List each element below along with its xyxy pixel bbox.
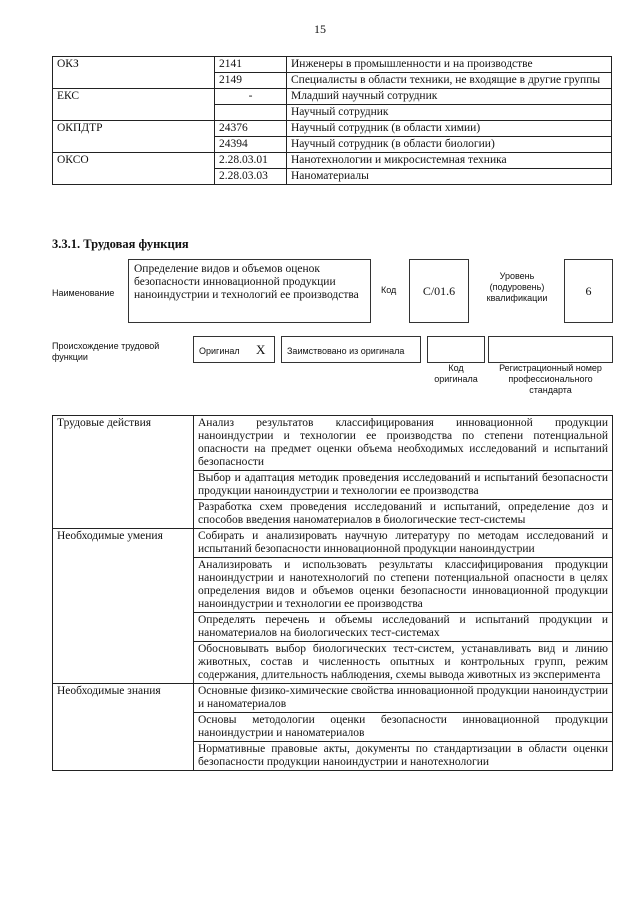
occupation-name: Наноматериалы (287, 169, 612, 185)
occupation-name: Научный сотрудник (в области биологии) (287, 137, 612, 153)
required-skills-label: Необходимые умения (53, 529, 194, 684)
required-skills-item: Анализировать и использовать результаты классифицирования продукции наноиндустрии и нанотехнологий по степени потенциальной опасности в целях определения видов и объемов оценки безопасности инновационной продукции наноиндустрии и технологии ее производства (194, 558, 613, 613)
labor-actions-item: Анализ результатов классифицирования инновационной продукции наноиндустрии и технологии ее производства по степени потенциальной опасности на предмет оценки объема необходимых исследований и испытаний безопасности (194, 416, 613, 471)
function-details-table (52, 415, 613, 771)
classifier-code: 24376 (215, 121, 287, 137)
classifier-name: ОКПДТР (53, 121, 215, 153)
labor-actions-label: Трудовые действия (53, 416, 194, 529)
required-skills-row (53, 529, 613, 558)
classifier-code: 2.28.03.03 (215, 169, 287, 185)
level-value-box: 6 (564, 259, 613, 323)
classifier-name: ЕКС (53, 89, 215, 121)
classifier-code: 2.28.03.01 (215, 153, 287, 169)
reg-number-label: Регистрационный номер профессионального стандарта (499, 363, 602, 395)
code-original-label: Код оригинала (434, 363, 478, 384)
classifier-name: ОКЗ (53, 57, 215, 89)
occupation-name: Инженеры в промышленности и на производстве (287, 57, 612, 73)
page-number: 15 (314, 22, 326, 36)
origin-label: Происхождение трудовой функции (52, 341, 160, 362)
occupation-name: Младший научный сотрудник (287, 89, 612, 105)
required-knowledge-row (53, 684, 613, 713)
name-label: Наименование (52, 288, 115, 298)
classifier-table (52, 56, 612, 185)
code-label: Код (381, 285, 397, 295)
classifier-name: ОКСО (53, 153, 215, 185)
function-name-box: Определение видов и объемов оценок безопасности инновационной продукции наноиндустрии и технологий ее производства (128, 259, 371, 323)
labor-actions-item: Выбор и адаптация методик проведения исследований и испытаний безопасности продукции наноиндустрии и технологии ее производства (194, 471, 613, 500)
classifier-code: 2141 (215, 57, 287, 73)
reg-number-cell (488, 336, 613, 363)
code-original-cell (427, 336, 485, 363)
classifier-row (53, 57, 612, 73)
classifier-code: 24394 (215, 137, 287, 153)
required-skills-item: Определять перечень и объемы исследований и испытаний продукции и наноматериалов на биологических тест-системах (194, 613, 613, 642)
occupation-name: Научный сотрудник (287, 105, 612, 121)
classifier-code: - (215, 89, 287, 105)
occupation-name: Научный сотрудник (в области химии) (287, 121, 612, 137)
required-knowledge-item: Нормативные правовые акты, документы по стандартизации в области оценки безопасности продукции наноиндустрии и нанотехнологии (194, 742, 613, 771)
required-knowledge-item: Основы методологии оценки безопасности инновационной продукции наноиндустрии и наноматериалов (194, 713, 613, 742)
required-knowledge-label: Необходимые знания (53, 684, 194, 771)
classifier-row (53, 121, 612, 137)
classifier-row (53, 153, 612, 169)
section-title: 3.3.1. Трудовая функция (52, 237, 189, 251)
classifier-row (53, 89, 612, 105)
labor-actions-item: Разработка схем проведения исследований и испытаний, определение доз и способов введения наноматериалов в биологические тест-системы (194, 500, 613, 529)
occupation-name: Нанотехнологии и микросистемная техника (287, 153, 612, 169)
code-value-box: C/01.6 (409, 259, 469, 323)
occupation-name: Специалисты в области техники, не входящие в другие группы (287, 73, 612, 89)
classifier-code (215, 105, 287, 121)
required-knowledge-item: Основные физико-химические свойства инновационной продукции наноиндустрии и наноматериалов (194, 684, 613, 713)
level-label: Уровень (подуровень) квалификации (486, 271, 548, 303)
original-mark: X (256, 342, 266, 357)
labor-actions-row (53, 416, 613, 471)
classifier-code: 2149 (215, 73, 287, 89)
required-skills-item: Обосновывать выбор биологических тест-систем, устанавливать вид и линию животных, состав и численность опытных и контрольных групп, режим содержания, длительность наблюдения, схемы вывода животных из эксперимента (194, 642, 613, 684)
required-skills-item: Собирать и анализировать научную литературу по методам исследований и испытаний безопасности инновационной продукции наноиндустрии (194, 529, 613, 558)
borrowed-label: Заимствовано из оригинала (287, 346, 405, 356)
original-label: Оригинал (199, 346, 240, 356)
